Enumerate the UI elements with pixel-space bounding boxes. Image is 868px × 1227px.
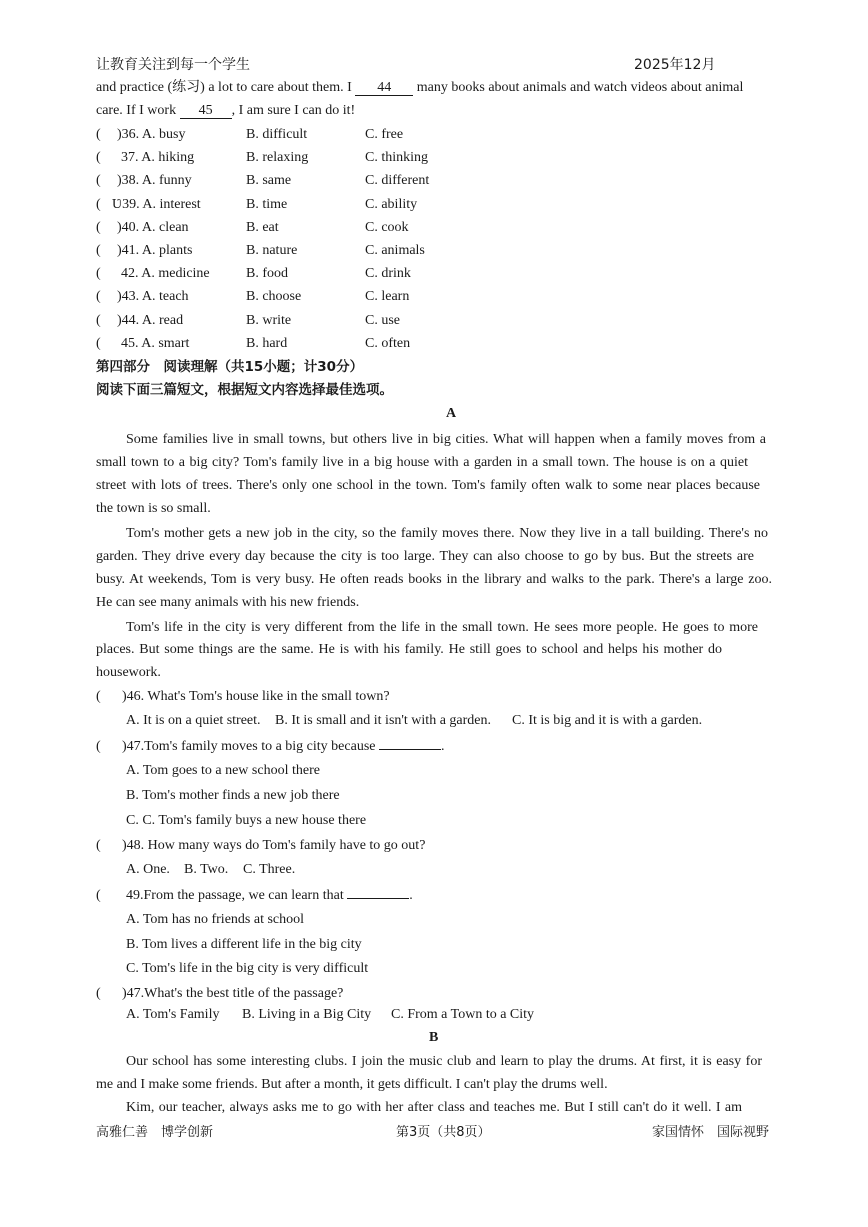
option-a: )41. A. plants [117,243,193,258]
question-text: )47.Tom's family moves to a big city because [122,739,379,754]
cloze-text: care. If I work [96,103,180,118]
blank-45: 45 [180,104,232,119]
passage-line: Our school has some interesting clubs. I join the music club and learn to play the drums. At first, it is easy for [126,1054,762,1069]
question-49-option-a: A. Tom has no friends at school [126,912,305,927]
answer-paren[interactable]: ( [96,336,101,351]
question-50: )47.What's the best title of the passage? [122,986,344,1001]
option-a: )43. A. teach [117,289,189,304]
answer-paren[interactable]: ( [96,220,101,235]
answer-paren[interactable]: ( [96,689,101,704]
option-c: C. animals [365,243,425,258]
option-b: B. food [246,266,288,281]
passage-label-b: B [429,1030,439,1045]
option-c: C. often [365,336,411,351]
header-date: 2025年12月 [634,57,716,73]
option-c: C. free [365,127,404,142]
option-b: B. same [246,173,292,188]
question-48-option-a: A. One. [126,862,170,877]
answer-paren[interactable]: ( [96,266,101,281]
blank-44: 44 [355,81,413,96]
question-end: . [409,888,413,903]
option-b: B. relaxing [246,150,309,165]
option-b: B. choose [246,289,302,304]
option-b: B. write [246,313,292,328]
question-49-option-b: B. Tom lives a different life in the big city [126,937,362,952]
question-end: . [440,739,445,754]
passage-line: Tom's life in the city is very different from the life in the small town. He sees more people. He goes to more [126,620,758,635]
answer-paren[interactable]: ( [96,197,101,212]
footer-right: 家国情怀 国际视野 [652,1125,770,1140]
passage-line: Kim, our teacher, always asks me to go with her after class and teaches me. But I still can't do it well. I am [126,1100,742,1115]
option-c: C. cook [365,220,409,235]
option-c: C. drink [365,266,411,281]
cloze-text: many books about animals and watch videos about animal [413,80,744,95]
cloze-line-2 [96,102,355,120]
question-47 [122,738,444,756]
passage-line: He can see many animals with his new friends. [96,595,360,610]
cloze-line-1 [96,79,743,97]
option-c: C. thinking [365,150,429,165]
cloze-text: , I am sure I can do it! [231,103,356,118]
answer-paren[interactable]: ( [96,838,101,853]
answer-paren[interactable]: ( [96,313,101,328]
question-48-option-c: C. Three. [243,862,296,877]
answer-blank[interactable] [347,898,409,899]
passage-line: Some families live in small towns, but others live in big cities. What will happen when a family moves from a [126,432,766,447]
option-c: C. use [365,313,400,328]
option-c: C. ability [365,197,418,212]
answer-paren[interactable]: ( [96,127,101,142]
passage-line: the town is so small. [96,501,211,516]
option-a: )44. A. read [117,313,184,328]
question-text: 49.From the passage, we can learn that [126,888,348,903]
question-46: )46. What's Tom's house like in the small town? [122,689,390,704]
passage-line: me and I make some friends. But after a month, it gets difficult. I can't play the drums well. [96,1077,608,1092]
option-b: B. eat [246,220,279,235]
answer-paren[interactable]: ( [96,173,101,188]
question-46-option-b: B. It is small and it isn't with a garden. [275,713,491,728]
option-a: )38. A. funny [117,173,192,188]
question-46-option-c: C. It is big and it is with a garden. [512,713,703,728]
passage-line: Tom's mother gets a new job in the city, so the family moves there. Now they live in a tall building. There's no [126,526,768,541]
question-49-option-c: C. Tom's life in the big city is very difficult [126,961,369,976]
passage-line: garden. They drive every day because the city is too large. They can also choose to go by bus. But the streets are [96,549,754,564]
passage-line: busy. At weekends, Tom is very busy. He often reads books in the library and walks to the park. There's a large zoo. [96,572,772,587]
option-a: 45. A. smart [121,336,190,351]
question-48-option-b: B. Two. [184,862,229,877]
question-48: )48. How many ways do Tom's family have to go out? [122,838,426,853]
option-a: 37. A. hiking [121,150,195,165]
passage-line: housework. [96,665,161,680]
answer-paren[interactable]: ( [96,986,101,1001]
option-c: C. learn [365,289,410,304]
question-47-option-c: C. C. Tom's family buys a new house there [126,813,367,828]
passage-line: street with lots of trees. There's only one school in the town. Tom's family often walk to some near places because [96,478,760,493]
footer-left: 高雅仁善 博学创新 [96,1125,214,1140]
section-instruction: 阅读下面三篇短文，根据短文内容选择最佳选项。 [96,382,393,398]
question-47-option-a: A. Tom goes to a new school there [126,763,320,778]
header-slogan: 让教育关注到每一个学生 [96,57,250,73]
question-50-option-a: A. Tom's Family [126,1007,220,1022]
question-46-option-a: A. It is on a quiet street. [126,713,261,728]
option-a: )40. A. clean [117,220,189,235]
passage-label-a: A [446,406,457,421]
option-a: 42. A. medicine [121,266,210,281]
option-a: Ʋ39. A. interest [112,197,201,212]
answer-blank[interactable] [379,749,441,750]
section-title: 第四部分 阅读理解（共15小题；计30分） [96,359,364,375]
question-47-option-b: B. Tom's mother finds a new job there [126,788,340,803]
question-50-option-c: C. From a Town to a City [391,1007,535,1022]
cloze-text: and practice (练习) a lot to care about them. I [96,80,356,95]
answer-paren[interactable]: ( [96,888,101,903]
passage-line: places. But some things are the same. He is with his family. He still goes to school and helps his mother do [96,642,722,657]
answer-paren[interactable]: ( [96,150,101,165]
option-b: B. difficult [246,127,308,142]
option-b: B. hard [246,336,288,351]
option-c: C. different [365,173,430,188]
option-b: B. nature [246,243,298,258]
question-49 [126,887,413,905]
answer-paren[interactable]: ( [96,739,101,754]
option-b: B. time [246,197,288,212]
answer-paren[interactable]: ( [96,289,101,304]
option-a: )36. A. busy [117,127,186,142]
question-50-option-b: B. Living in a Big City [242,1007,372,1022]
answer-paren[interactable]: ( [96,243,101,258]
passage-line: small town to a big city? Tom's family live in a big house with a garden in a small town. The house is on a quiet [96,455,748,470]
footer-page-number: 第3页（共8页） [396,1125,491,1140]
